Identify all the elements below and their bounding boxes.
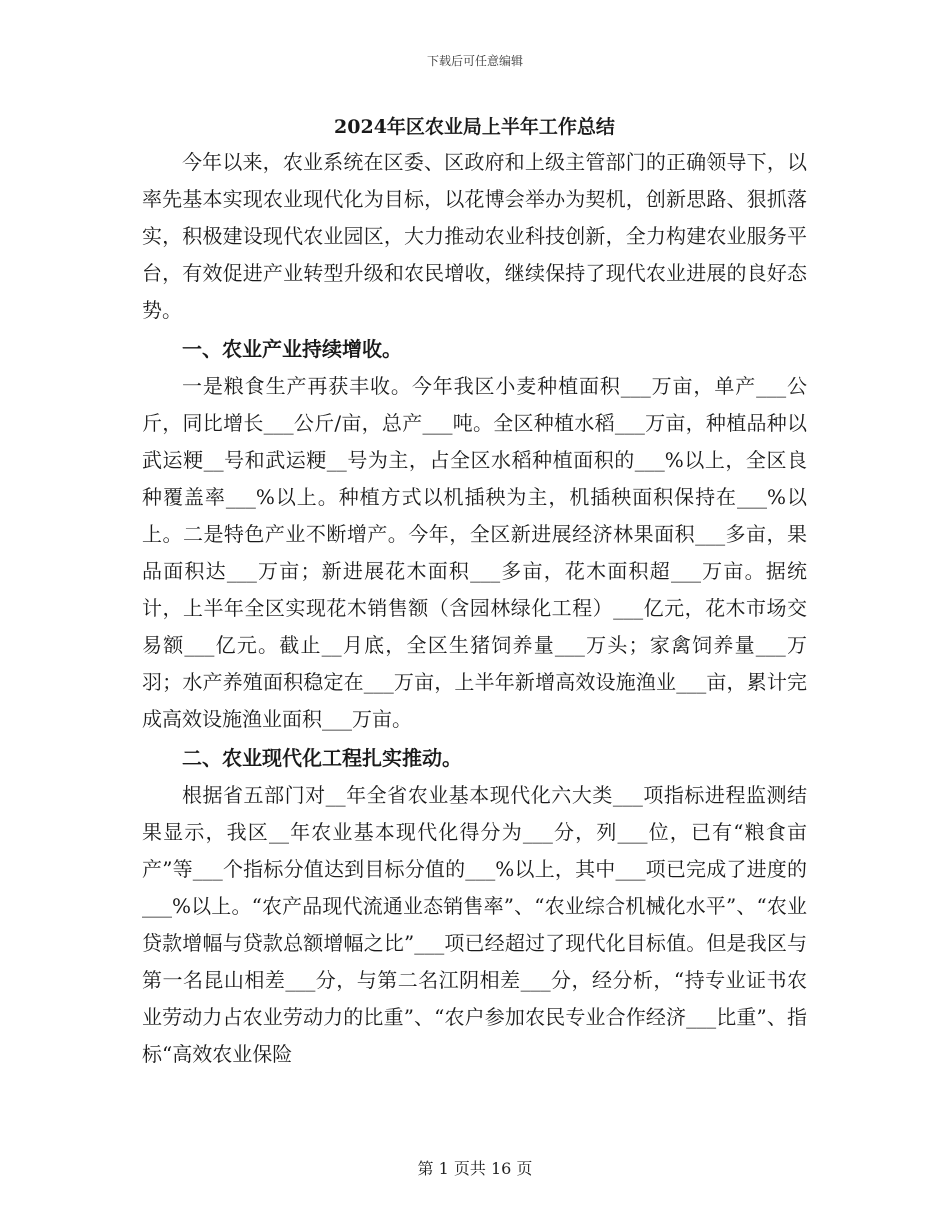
page-number: 第 1 页共 16 页: [417, 1159, 533, 1178]
document-title: 2024年区农业局上半年工作总结: [334, 116, 615, 138]
section-1-heading: 一、农业产业持续增收。: [182, 337, 402, 361]
document-body: [142, 112, 807, 1073]
intro-paragraph: 今年以来，农业系统在区委、区政府和上级主管部门的正确领导下，以率先基本实现农业现代化为目标，以花博会举办为契机，创新思路、狠抓落实，积极建设现代农业园区，大力推动农业科技创新，全力构建农业服务平台，有效促进产业转型升级和农民增收，继续保持了现代农业进展的良好态势。: [142, 150, 807, 322]
header-note: 下载后可任意编辑: [426, 54, 523, 68]
section-1-paragraph: 一是粮食生产再获丰收。今年我区小麦种植面积___万亩，单产___公斤，同比增长___公斤/亩，总产___吨。全区种植水稻___万亩，种植品种以武运粳__号和武运粳__号为主，占全区水稻种植面积的___%以上，全区良种覆盖率___%以上。种植方式以机插秧为主，机插秧面积保持在___%以上。二是特色产业不断增产。今年，全区新进展经济林果面积___多亩，果品面积达___万亩；新进展花木面积___多亩，花木面积超___万亩。据统计，上半年全区实现花木销售额（含园林绿化工程）___亿元，花木市场交易额___亿元。截止__月底，全区生猪饲养量___万头；家禽饲养量___万羽；水产养殖面积稳定在___万亩，上半年新增高效设施渔业___亩，累计完成高效设施渔业面积___万亩。: [142, 374, 807, 731]
section-2-paragraph: 根据省五部门对__年全省农业基本现代化六大类___项指标进程监测结果显示，我区__年农业基本现代化得分为___分，列___位，已有“粮食亩产”等___个指标分值达到目标分值的___%以上，其中___项已完成了进度的___%以上。“农产品现代流通业态销售率”、“农业综合机械化水平”、“农业贷款增幅与贷款总额增幅之比”___项已经超过了现代化目标值。但是我区与第一名昆山相差___分，与第二名江阴相差___分，经分析，“持专业证书农业劳动力占农业劳动力的比重”、“农户参加农民专业合作经济___比重”、指标“高效农业保险: [142, 783, 807, 1066]
section-2-heading: 二、农业现代化工程扎实推动。: [182, 746, 462, 770]
